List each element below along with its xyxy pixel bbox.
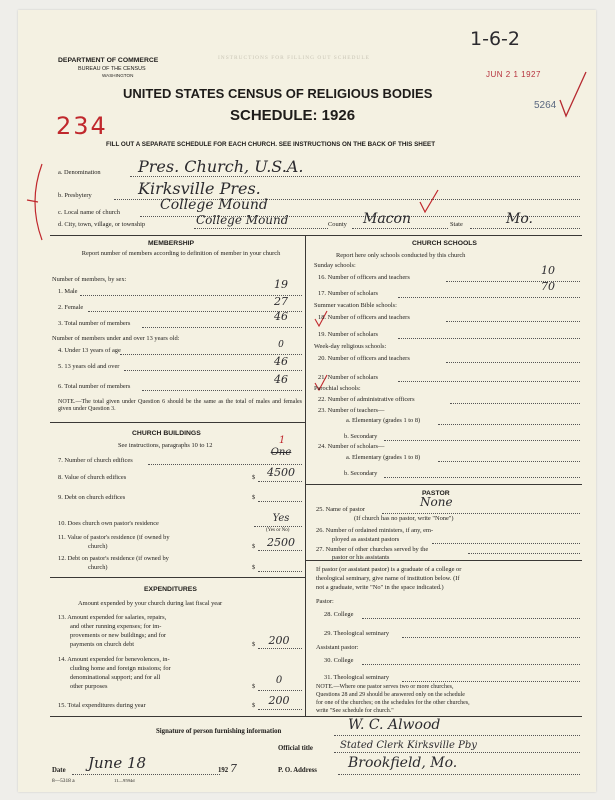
q6-line	[142, 390, 302, 391]
city-value[interactable]: College Mound	[196, 213, 289, 227]
q29-line	[402, 637, 580, 638]
q12-dollar: $	[252, 564, 256, 571]
form-number: 8—5318 a	[52, 778, 75, 784]
q10-value[interactable]: Yes	[272, 513, 290, 524]
q13-dollar: $	[252, 641, 256, 648]
official-title-value[interactable]: Stated Clerk Kirksville Pby	[340, 740, 477, 751]
year-value[interactable]: 7	[230, 762, 237, 775]
official-title-line	[334, 752, 580, 753]
q24-label: 24. Number of scholars—	[318, 443, 385, 450]
q19-label: 19. Number of scholars	[318, 331, 378, 338]
q13-line-1: 13. Amount expended for salaries, repairs,	[58, 614, 167, 621]
faint-header-text: INSTRUCTIONS FOR FILLING OUT SCHEDULE	[218, 55, 370, 61]
q19-line	[398, 338, 580, 339]
expenditures-heading: EXPENDITURES	[144, 586, 197, 593]
q13-line	[258, 648, 302, 649]
q27-label-cont: pastor or his assistants	[332, 554, 390, 561]
q25-line	[382, 513, 580, 514]
q9-line	[258, 501, 302, 502]
membership-heading: MEMBERSHIP	[148, 240, 195, 247]
denomination-line	[130, 176, 580, 177]
q5-value[interactable]: 46	[274, 355, 288, 368]
check-mark-icon	[418, 188, 440, 214]
received-stamp-date: JUN 2 1 1927	[486, 70, 541, 79]
q25-value[interactable]: None	[420, 495, 453, 509]
q14-line-4: other purposes	[70, 683, 108, 690]
q17-value[interactable]: 70	[541, 280, 555, 293]
state-label: State	[450, 221, 463, 228]
state-value[interactable]: Mo.	[506, 211, 533, 227]
city-label: d. City, town, village, or township	[58, 221, 146, 228]
q4-label: 4. Under 13 years of age	[58, 347, 121, 354]
q6-value[interactable]: 46	[274, 373, 288, 386]
bureau-name: BUREAU OF THE CENSUS	[78, 66, 146, 72]
membership-note: NOTE.—The total given under Question 6 should be the same as the total of males and females given under Question 3.	[58, 399, 302, 412]
denomination-label: a. Denomination	[58, 169, 101, 176]
q26-label: 26. Number of ordained ministers, if any, em-	[316, 527, 434, 534]
q26-label-cont: ployed as assistant pastors	[332, 536, 400, 543]
q8-dollar: $	[252, 474, 256, 481]
year-prefix: 192	[218, 767, 229, 774]
q7-label: 7. Number of church edifices	[58, 457, 133, 464]
q23-label: 23. Number of teachers—	[318, 407, 385, 414]
q3-label: 3. Total number of members	[58, 320, 131, 327]
q18-line	[446, 321, 580, 322]
q10-label: 10. Does church own pastor's residence	[58, 520, 159, 527]
members-by-sex-label: Number of members, by sex:	[52, 276, 127, 283]
q11-value[interactable]: 2500	[267, 536, 295, 549]
left-section-rule-1	[50, 422, 305, 423]
q17-label: 17. Number of scholars	[318, 290, 378, 297]
buildings-heading: CHURCH BUILDINGS	[132, 430, 201, 437]
q27-line-a	[468, 553, 580, 554]
q14-line	[258, 690, 302, 691]
q11-label-cont: church)	[88, 543, 108, 550]
print-number: 11—9594d	[114, 778, 135, 783]
q30-label: 30. College	[324, 657, 354, 664]
q28-line	[362, 618, 580, 619]
q30-line	[362, 664, 580, 665]
q24a-label: a. Elementary (grades 1 to 8)	[346, 454, 421, 461]
grad-note-3: not a graduate, write "No" in the space indicated.)	[316, 584, 444, 591]
q26-line	[432, 543, 580, 544]
top-rule	[50, 235, 582, 236]
pastor-note-4: write "See schedule for church."	[316, 708, 394, 714]
schedule-title: SCHEDULE: 1926	[230, 107, 356, 124]
q14-line-3: denominational support; and for all	[70, 674, 161, 681]
q7-correction: 1	[278, 435, 286, 446]
date-line	[72, 774, 220, 775]
q15-label: 15. Total expenditures during year	[58, 702, 146, 709]
q13-line-2: and other running expenses; for im-	[70, 623, 162, 630]
q24a-line	[438, 461, 580, 462]
q1-value[interactable]: 19	[274, 278, 288, 291]
buildings-subheading: See instructions, paragraphs 10 to 12	[118, 442, 213, 449]
q3-value[interactable]: 46	[274, 310, 288, 323]
q11-line	[258, 550, 302, 551]
presbytery-label: b. Presbytery	[58, 192, 92, 199]
q5-line	[124, 370, 302, 371]
official-title-label: Official title	[278, 745, 313, 752]
q8-line	[258, 481, 302, 482]
q11-dollar: $	[252, 543, 256, 550]
q29-label: 29. Theological seminary	[324, 630, 390, 637]
q13-line-3: provements or new buildings; and for	[70, 632, 167, 639]
q10-line	[254, 526, 302, 527]
q23b-line	[384, 440, 580, 441]
schools-subheading: Report here only schools conducted by this church	[336, 252, 466, 259]
signature-line	[334, 735, 580, 736]
q23a-line	[438, 424, 580, 425]
left-section-rule-2	[50, 577, 305, 578]
date-label: Date	[52, 767, 66, 774]
weekday-label: Week-day religious schools:	[314, 343, 387, 350]
q25-label: 25. Name of pastor	[316, 506, 365, 513]
grad-note-2: theological seminary, give name of institution below. (If	[316, 575, 460, 582]
q12-line	[258, 571, 302, 572]
q13-line-4: payments on church debt	[70, 641, 135, 648]
q22-label: 22. Number of administrative officers	[318, 396, 415, 403]
address-line	[338, 774, 580, 775]
q31-line	[402, 681, 580, 682]
summer-label: Summer vacation Bible schools:	[314, 302, 397, 309]
q22-line	[450, 403, 580, 404]
instruction-line: FILL OUT A SEPARATE SCHEDULE FOR EACH CHURCH. SEE INSTRUCTIONS ON THE BACK OF THIS SHEET	[106, 141, 436, 148]
county-label: County	[328, 221, 347, 228]
presbytery-value[interactable]: Kirksville Pres.	[138, 179, 261, 198]
membership-subheading: Report number of members according to definition of member in your church	[81, 250, 281, 257]
q16-label: 16. Number of officers and teachers	[318, 274, 410, 281]
state-line	[470, 228, 580, 229]
expenditures-subheading: Amount expended by your church during last fiscal year	[78, 600, 223, 607]
q8-label: 8. Value of church edifices	[58, 474, 127, 481]
q9-dollar: $	[252, 494, 256, 501]
red-handwritten-number: 234	[56, 112, 108, 140]
q23b-label: b. Secondary	[344, 433, 378, 440]
schools-heading: CHURCH SCHOOLS	[412, 240, 477, 247]
q25-note: (If church has no pastor, write "None")	[354, 515, 454, 522]
denomination-value[interactable]: Pres. Church, U.S.A.	[138, 157, 304, 176]
q11-label: 11. Value of pastor's residence (if owned by	[58, 534, 170, 541]
q12-label-cont: church)	[88, 564, 108, 571]
q21-label: 21. Number of scholars	[318, 374, 378, 381]
q8-value[interactable]: 4500	[267, 466, 295, 479]
q24b-line	[384, 477, 580, 478]
q13-value[interactable]: 200	[268, 634, 290, 647]
q17-line	[398, 297, 580, 298]
q21-line	[398, 381, 580, 382]
q14-line-1: 14. Amount expended for benevolences, in-	[58, 656, 170, 663]
church-name-label: c. Local name of church	[58, 209, 120, 216]
q4-value[interactable]: 0	[278, 340, 284, 350]
q16-value[interactable]: 10	[541, 264, 555, 277]
sunday-label: Sunday schools:	[314, 262, 356, 269]
q2-value[interactable]: 27	[274, 295, 288, 308]
parochial-label: Parochial schools:	[314, 385, 361, 392]
q7-value[interactable]: One	[270, 447, 292, 458]
q6-label: 6. Total number of members	[58, 383, 131, 390]
handwritten-code: 1-6-2	[470, 28, 520, 50]
q18-label: 18. Number of officers and teachers	[318, 314, 410, 321]
q3-line	[142, 327, 302, 328]
pastor-note-2: Questions 28 and 29 should be answered only on the schedule	[316, 692, 465, 698]
pastor-note-3: for one of the churches; on the schedules for the other churches,	[316, 700, 470, 706]
q14-line-2: cluding home and foreign missions; for	[70, 665, 171, 672]
q24b-label: b. Secondary	[344, 470, 378, 477]
q15-line	[258, 709, 302, 710]
q28-label: 28. College	[324, 611, 354, 618]
q1-label: 1. Male	[58, 288, 78, 295]
q7-line	[148, 464, 302, 465]
q31-label: 31. Theological seminary	[324, 674, 390, 681]
address-value[interactable]: Brookfield, Mo.	[348, 755, 458, 771]
signature-value[interactable]: W. C. Alwood	[348, 717, 441, 733]
q14-value[interactable]: 0	[275, 675, 283, 686]
county-value[interactable]: Macon	[363, 211, 411, 227]
q14-dollar: $	[252, 683, 256, 690]
signature-label: Signature of person furnishing information	[156, 728, 282, 735]
date-value[interactable]: June 18	[88, 754, 147, 772]
check-mark-icon	[558, 70, 588, 120]
q9-label: 9. Debt on church edifices	[58, 494, 126, 501]
address-label: P. O. Address	[278, 767, 317, 774]
q20-line	[446, 362, 580, 363]
q12-label: 12. Debt on pastor's residence (if owned by	[58, 555, 169, 562]
department-name: DEPARTMENT OF COMMERCE	[58, 57, 159, 64]
church-name-value[interactable]: College Mound	[160, 197, 268, 213]
q5-label: 5. 13 years old and over	[58, 363, 120, 370]
q15-value[interactable]: 200	[268, 694, 290, 707]
stamp-number: 5264	[534, 100, 557, 111]
q15-dollar: $	[252, 702, 256, 709]
pastor-heading: PASTOR	[422, 490, 450, 497]
q27-label: 27. Number of other churches served by the	[316, 546, 429, 553]
q23a-label: a. Elementary (grades 1 to 8)	[346, 417, 421, 424]
pastor-label: Pastor:	[316, 598, 334, 605]
county-line	[352, 228, 448, 229]
bottom-rule	[50, 716, 582, 717]
red-bracket-icon	[24, 162, 46, 242]
census-schedule-page	[18, 10, 596, 792]
assistant-label: Assistant pastor:	[316, 644, 359, 651]
q2-label: 2. Female	[58, 304, 84, 311]
city-line	[194, 228, 328, 229]
under-over-label: Number of members under and over 13 years old:	[52, 335, 180, 342]
grad-note-1: If pastor (or assistant pastor) is a graduate of a college or	[316, 566, 462, 573]
yes-no-note: (Yes or No)	[266, 528, 290, 533]
right-section-rule-1	[305, 484, 582, 485]
bureau-city: WASHINGTON	[102, 73, 134, 78]
q20-label: 20. Number of officers and teachers	[318, 355, 410, 362]
pastor-note-1: NOTE.—Where one pastor serves two or more churches,	[316, 684, 454, 690]
form-title: UNITED STATES CENSUS OF RELIGIOUS BODIES	[123, 86, 433, 101]
